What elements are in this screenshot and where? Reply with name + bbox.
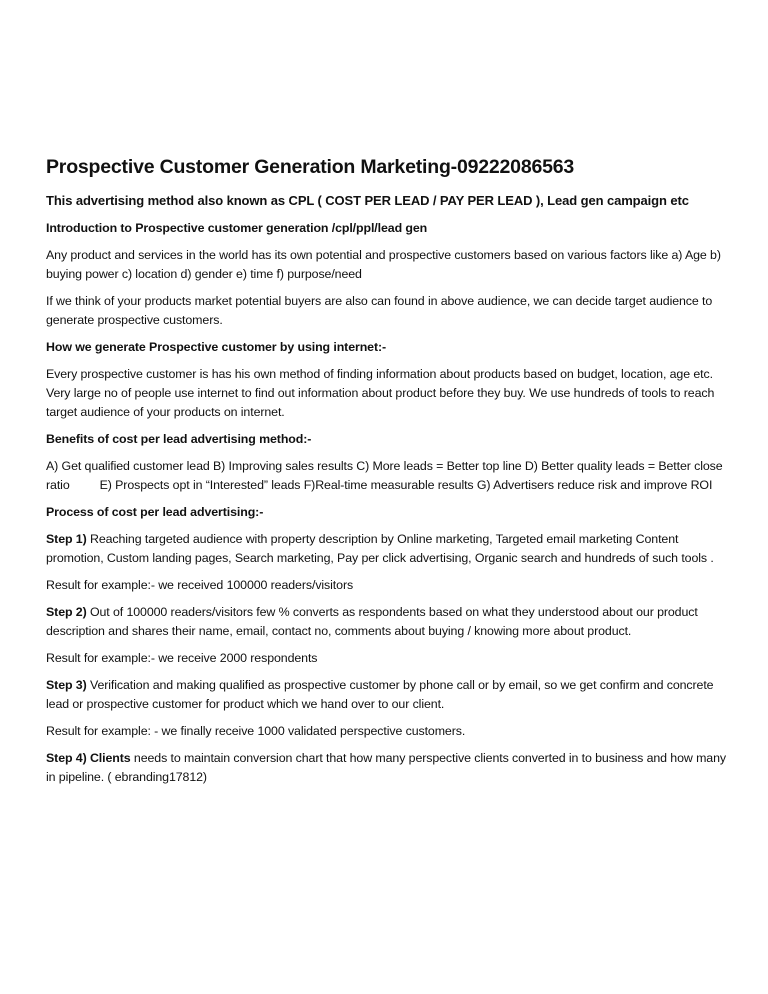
step-2-text: Out of 100000 readers/visitors few % converts as respondents based on what they understood about our product description and shares their name, email, contact no, comments about buying / knowing more about product. <box>46 605 698 638</box>
process-heading: Process of cost per lead advertising:- <box>46 505 264 519</box>
benefits-part-1: A) Get qualified customer lead B) Improving sales results C) More leads = Better top line D) Better quality leads = Better close ratio <box>46 459 723 492</box>
page-title: Prospective Customer Generation Marketing-09222086563 <box>46 156 575 178</box>
step-2-label: Step 2) <box>46 605 87 619</box>
intro-heading: Introduction to Prospective customer generation /cpl/ppl/lead gen <box>46 221 428 235</box>
benefits-heading: Benefits of cost per lead advertising method:- <box>46 432 312 446</box>
how-heading: How we generate Prospective customer by using internet:- <box>46 340 387 354</box>
step-1-result: Result for example:- we received 100000 readers/visitors <box>46 578 354 592</box>
step-2-paragraph <box>46 603 738 641</box>
how-paragraph: Every prospective customer is has his own method of finding information about products based on budget, location, age etc. Very large no of people use internet to find out information about product before they buy. We use hundreds of tools to reach target audience of your products on internet. <box>46 367 715 419</box>
intro-paragraph-1: Any product and services in the world has its own potential and prospective customers based on various factors like a) Age b) buying power c) location d) gender e) time f) purpose/need <box>46 248 721 281</box>
intro-paragraph-2: If we think of your products market potential buyers are also can found in above audience, we can decide target audience to generate prospective customers. <box>46 294 713 327</box>
step-2-result: Result for example:- we receive 2000 respondents <box>46 651 318 665</box>
step-1-paragraph <box>46 530 738 568</box>
step-4-text: needs to maintain conversion chart that how many perspective clients converted in to business and how many in pipeline. ( ebranding17812) <box>46 751 726 784</box>
step-1-label: Step 1) <box>46 532 87 546</box>
step-4-paragraph <box>46 749 738 787</box>
benefits-part-2: E) Prospects opt in “Interested” leads F)Real-time measurable results G) Advertisers reduce risk and improve ROI <box>99 478 713 492</box>
step-3-result: Result for example: - we finally receive 1000 validated perspective customers. <box>46 724 466 738</box>
step-4-label: Step 4) Clients <box>46 751 131 765</box>
step-1-text: Reaching targeted audience with property description by Online marketing, Targeted email marketing Content promotion, Custom landing pages, Search marketing, Pay per click advertising, Organic search and hundreds of such tools . <box>46 532 714 565</box>
step-3-label: Step 3) <box>46 678 87 692</box>
step-3-paragraph <box>46 676 738 714</box>
page-subtitle: This advertising method also known as CPL ( COST PER LEAD / PAY PER LEAD ), Lead gen campaign etc <box>46 193 689 208</box>
benefits-paragraph <box>46 457 738 495</box>
step-3-text: Verification and making qualified as prospective customer by phone call or by email, so we get confirm and concrete lead or prospective customer for product which we hand over to our client. <box>46 678 714 711</box>
